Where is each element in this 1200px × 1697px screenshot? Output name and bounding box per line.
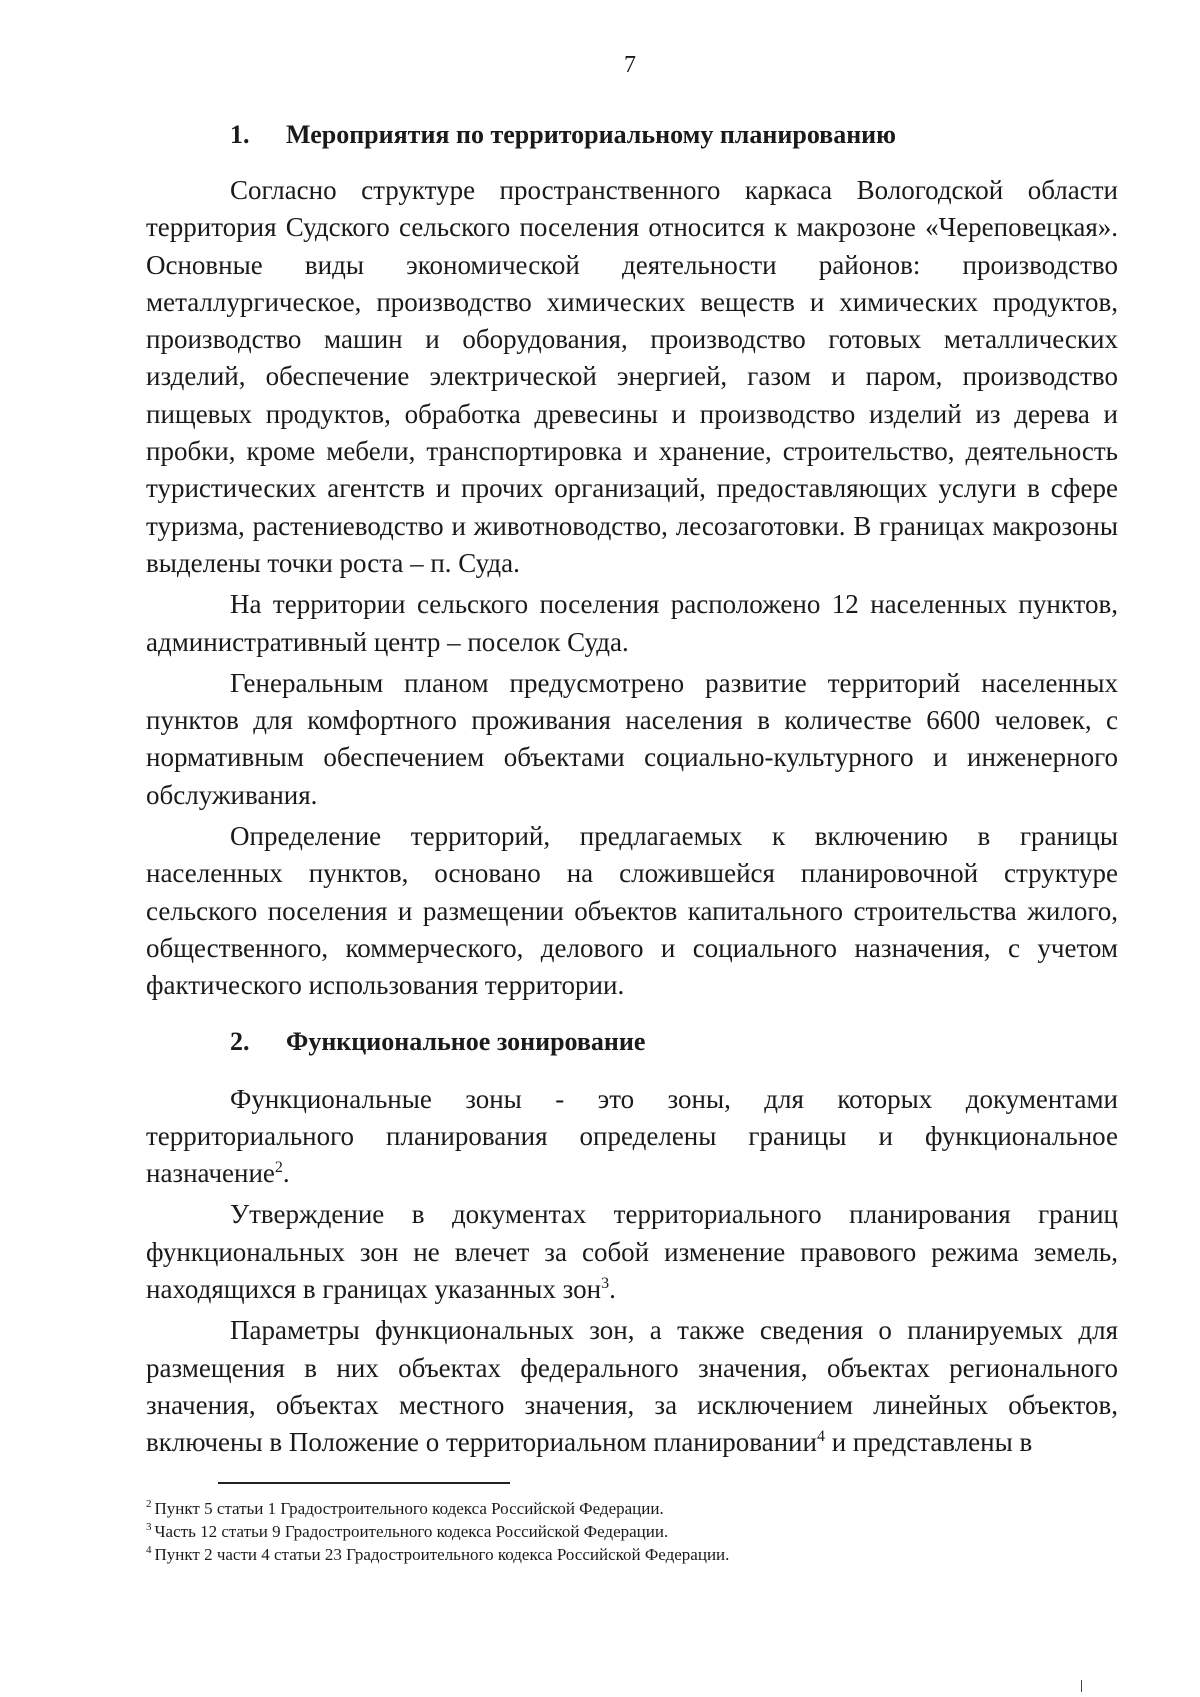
paragraph-text: Утверждение в документах территориального планирования границ функциональных зон не влечет за собой изменение правового режима земель, находящихся в границах указанных зон [146,1199,1118,1305]
paragraph-text: Параметры функциональных зон, а также сведения о планируемых для размещения в них объектах федерального значения, объектах регионального значения, объектах местного значения, за исключением линейных объектов, включены в Положение о территориальном планировании [146,1315,1118,1458]
section-2-paragraph-2 [146,1196,1118,1308]
footnote-4 [146,1543,1118,1566]
footnote-separator [218,1482,510,1484]
footnote-number: 4 [146,1544,152,1557]
section-1-paragraph-4: Определение территорий, предлагаемых к включению в границы населенных пунктов, основано на сложившейся планировочной структуре сельского поселения и размещении объектов капитального строительства жилого, общественного, коммерческого, делового и социального назначения, с учетом фактического использования территории. [146,821,1118,1001]
section-1-paragraph-2: На территории сельского поселения расположено 12 населенных пунктов, административный центр – поселок Суда. [146,589,1118,657]
paragraph-end: . [282,1158,290,1189]
footnote-2 [146,1497,1118,1520]
footnote-text: Пункт 2 части 4 статьи 23 Градостроительного кодекса Российской Федерации. [154,1545,730,1564]
scan-mark [1081,1680,1082,1692]
section-1-paragraph-3: Генеральным планом предусмотрено развитие территорий населенных пунктов для комфортного проживания населения в количестве 6600 человек, с нормативным обеспечением объектами социально-культурного и инженерного обслуживания. [146,667,1118,810]
section-2-paragraph-3 [146,1312,1118,1461]
paragraph-end: . [609,1274,616,1305]
page-number: 7 [624,52,636,78]
paragraph-text: Функциональные зоны - это зоны, для которых документами территориального планирования определены границы и функциональное назначение [146,1083,1118,1189]
footnote-text: Часть 12 статьи 9 Градостроительного кодекса Российской Федерации. [154,1522,669,1541]
document-body [146,118,1118,1466]
section-1-heading: 1. Мероприятия по территориальному планированию [146,118,1118,152]
section-2-title: Функциональное зонирование [286,1026,646,1056]
footnotes [146,1497,1118,1566]
footnote-ref-2[interactable]: 2 [274,1159,283,1177]
footnote-text: Пункт 5 статьи 1 Градостроительного кодекса Российской Федерации. [154,1499,664,1518]
footnote-3 [146,1520,1118,1543]
section-2-heading: 2. Функциональное зонирование [146,1025,1118,1059]
footnote-number: 2 [146,1498,152,1511]
footnote-ref-4[interactable]: 4 [816,1428,825,1446]
paragraph-end: и представлены в [824,1427,1033,1458]
section-2-paragraph-1 [146,1081,1118,1193]
footnote-ref-3[interactable]: 3 [601,1275,610,1293]
footnote-number: 3 [146,1521,152,1534]
section-1-paragraph-1: Согласно структуре пространственного каркаса Вологодской области территория Судского сельского поселения относится к макрозоне «Череповецкая». Основные виды экономической деятельности районов: производство металлургическое, производство химических веществ и химических продуктов, производство машин и оборудования, производство готовых металлических изделий, обеспечение электрической энергией, газом и паром, производство пищевых продуктов, обработка древесины и производство изделий из дерева и пробки, кроме мебели, транспортировка и хранение, строительство, деятельность туристических агентств и прочих организаций, предоставляющих услуги в сфере туризма, растениеводство и животноводство, лесозаготовки. В границах макрозоны выделены точки роста – п. Суда. [146,175,1118,578]
section-1-title: Мероприятия по территориальному планированию [286,120,897,149]
